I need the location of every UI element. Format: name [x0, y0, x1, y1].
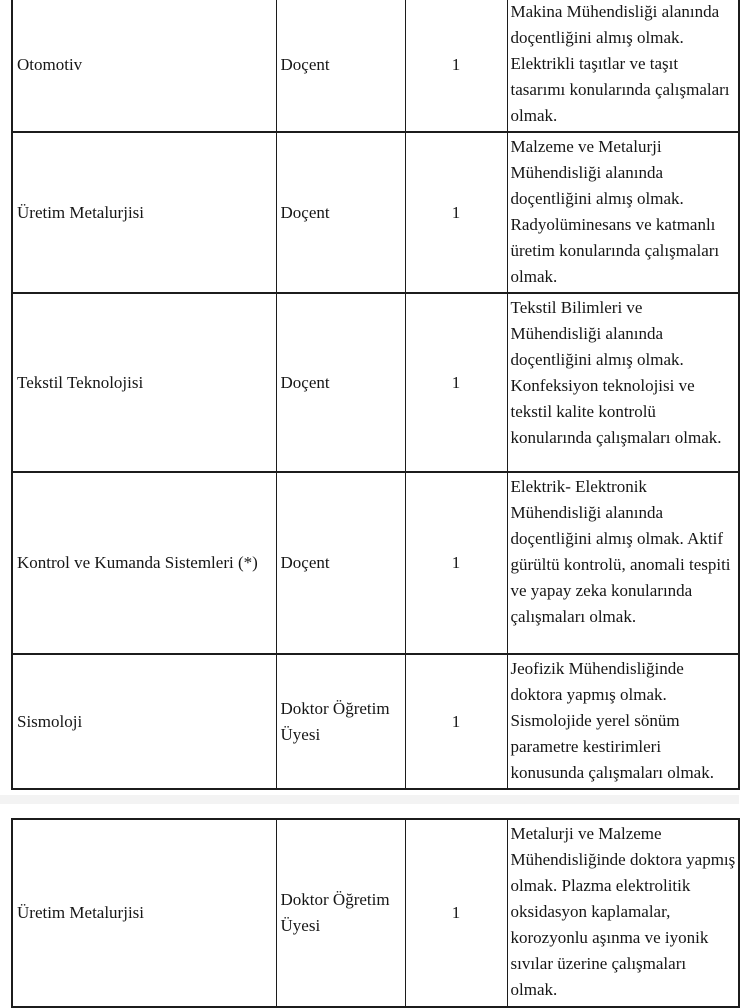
- field-cell: Sismoloji: [12, 654, 276, 789]
- title-cell: Doktor Öğretim Üyesi: [276, 654, 405, 789]
- title-cell: Doçent: [276, 293, 405, 472]
- field-cell: Üretim Metalurjisi: [12, 819, 276, 1007]
- title-cell: Doçent: [276, 472, 405, 654]
- requirement-cell: Tekstil Bilimleri ve Mühendisliği alanında doçentliğini almış olmak. Konfeksiyon teknolojisi ve tekstil kalite kontrolü konularında çalışmaları olmak.: [507, 293, 739, 472]
- positions-table-1-wrap: [11, 0, 738, 790]
- table-row: [12, 132, 739, 293]
- table-row: [12, 293, 739, 472]
- positions-table-1: [11, 0, 740, 790]
- field-cell: Otomotiv: [12, 0, 276, 132]
- requirement-cell: Makina Mühendisliği alanında doçentliğini almış olmak. Elektrikli taşıtlar ve taşıt tasarımı konularında çalışmaları olmak.: [507, 0, 739, 132]
- table-row: [12, 819, 739, 1007]
- title-cell: Doçent: [276, 132, 405, 293]
- field-cell: Üretim Metalurjisi: [12, 132, 276, 293]
- count-cell: 1: [405, 472, 507, 654]
- scan-artifact-band: [0, 795, 739, 804]
- requirement-cell: Elektrik- Elektronik Mühendisliği alanında doçentliğini almış olmak. Aktif gürültü kontrolü, anomali tespiti ve yapay zeka konularında çalışmaları olmak.: [507, 472, 739, 654]
- count-cell: 1: [405, 654, 507, 789]
- table-row: [12, 654, 739, 789]
- count-cell: 1: [405, 819, 507, 1007]
- positions-table-2-wrap: [11, 818, 738, 1008]
- requirement-cell: Jeofizik Mühendisliğinde doktora yapmış olmak. Sismolojide yerel sönüm parametre kestirimleri konusunda çalışmaları olmak.: [507, 654, 739, 789]
- count-cell: 1: [405, 0, 507, 132]
- field-cell: Kontrol ve Kumanda Sistemleri (*): [12, 472, 276, 654]
- requirement-cell: Malzeme ve Metalurji Mühendisliği alanında doçentliğini almış olmak. Radyolüminesans ve katmanlı üretim konularında çalışmaları olmak.: [507, 132, 739, 293]
- positions-table-2: [11, 818, 740, 1008]
- count-cell: 1: [405, 293, 507, 472]
- count-cell: 1: [405, 132, 507, 293]
- table-row: [12, 472, 739, 654]
- table-row: [12, 0, 739, 132]
- positions-table-1-body: [12, 0, 739, 789]
- field-cell: Tekstil Teknolojisi: [12, 293, 276, 472]
- table-gap: [0, 795, 739, 818]
- title-cell: Doçent: [276, 0, 405, 132]
- positions-table-2-body: [12, 819, 739, 1007]
- requirement-cell: Metalurji ve Malzeme Mühendisliğinde doktora yapmış olmak. Plazma elektrolitik oksidasyon kaplamalar, korozyonlu aşınma ve iyonik sıvılar üzerine çalışmaları olmak.: [507, 819, 739, 1007]
- title-cell: Doktor Öğretim Üyesi: [276, 819, 405, 1007]
